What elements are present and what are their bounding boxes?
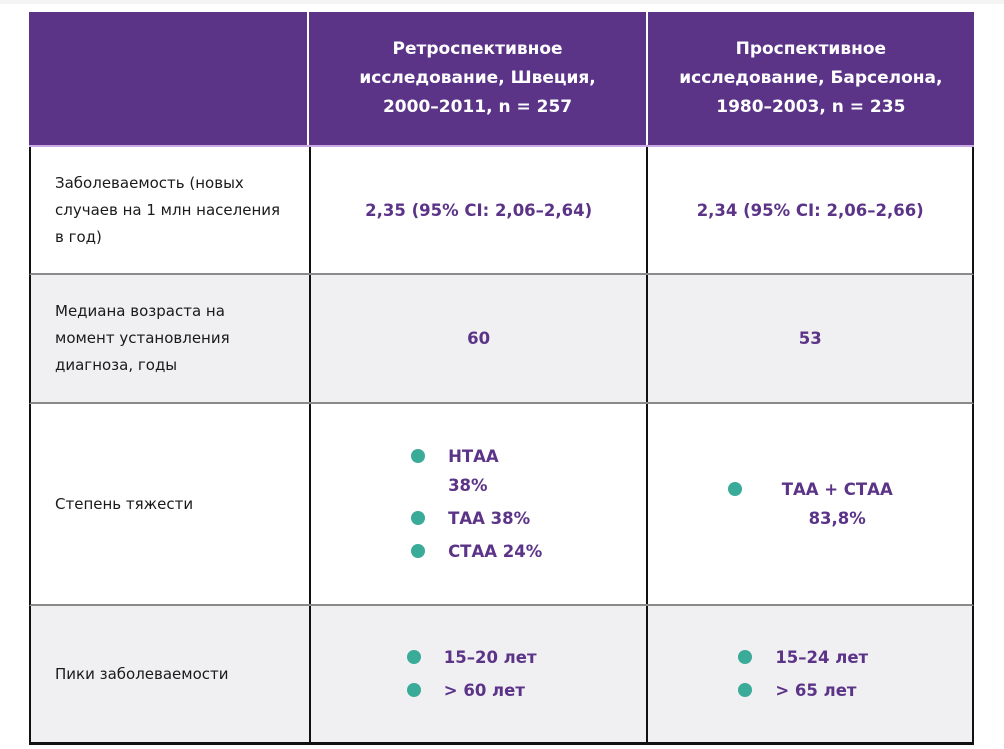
item-text: ТАА 38% xyxy=(448,509,531,528)
list-item xyxy=(738,643,868,672)
list-item xyxy=(407,643,537,672)
bullet-dot-icon xyxy=(738,683,752,697)
median-age-sweden: 60 xyxy=(467,329,491,348)
item-text: 38% xyxy=(448,476,488,495)
header-line: 1980–2003, n = 235 xyxy=(716,97,906,117)
list-item xyxy=(407,676,537,705)
header-empty-cell xyxy=(29,12,307,145)
list-item xyxy=(728,475,893,533)
peaks-list-sweden xyxy=(407,639,537,709)
item-text: 15–20 лет xyxy=(443,648,537,667)
header-retrospective-sweden xyxy=(307,12,645,145)
label-line: диагноза, годы xyxy=(55,356,178,374)
severity-list-barcelona xyxy=(728,471,893,537)
item-text: СТАА 24% xyxy=(448,542,543,561)
cell-sweden xyxy=(309,404,647,604)
table-row-median-age xyxy=(29,275,974,404)
header-line: Ретроспективное xyxy=(392,39,563,59)
table-header xyxy=(29,12,974,147)
label-line: Заболеваемость (новых xyxy=(55,173,244,192)
item-text: > 60 лет xyxy=(443,681,525,700)
table-row-incidence-peaks xyxy=(29,606,974,745)
cell-barcelona xyxy=(646,147,972,273)
peaks-list-barcelona xyxy=(738,639,868,709)
cell-barcelona xyxy=(646,404,972,604)
cell-barcelona xyxy=(646,275,972,402)
row-label xyxy=(31,275,309,402)
severity-list-sweden xyxy=(411,438,542,570)
header-line: исследование, Швеция, xyxy=(359,68,596,88)
item-text: ТАА + СТАА xyxy=(781,480,893,499)
top-strip xyxy=(0,0,1004,4)
label-line: момент установления xyxy=(55,329,230,347)
list-item xyxy=(738,676,868,705)
header-prospective-barcelona xyxy=(646,12,974,145)
median-age-barcelona: 53 xyxy=(798,329,822,348)
row-label: Степень тяжести xyxy=(55,494,194,513)
table-row-incidence xyxy=(29,147,974,275)
cell-sweden xyxy=(309,275,647,402)
row-label xyxy=(31,147,309,273)
item-text: 15–24 лет xyxy=(775,648,869,667)
incidence-value-barcelona: 2,34 (95% CI: 2,06–2,66) xyxy=(696,200,924,220)
label-line: Медиана возраста на xyxy=(55,302,225,320)
table-row-severity xyxy=(29,404,974,606)
header-line: исследование, Барселона, xyxy=(679,68,943,88)
cell-sweden xyxy=(309,606,647,742)
item-text: 83,8% xyxy=(808,509,866,528)
item-text: > 65 лет xyxy=(775,681,857,700)
list-item xyxy=(411,537,542,566)
item-text: НТАА xyxy=(448,447,499,466)
header-line: Проспективное xyxy=(735,39,887,59)
comparison-table xyxy=(29,12,974,745)
bullet-dot-icon xyxy=(728,482,742,496)
bullet-dot-icon xyxy=(407,683,421,697)
cell-sweden xyxy=(309,147,647,273)
cell-barcelona xyxy=(646,606,972,742)
label-line: в год) xyxy=(55,227,102,246)
bullet-dot-icon xyxy=(738,650,752,664)
incidence-value-sweden: 2,35 (95% CI: 2,06–2,64) xyxy=(365,200,593,220)
header-line: 2000–2011, n = 257 xyxy=(382,97,573,117)
label-line: случаев на 1 млн населения xyxy=(55,200,281,219)
list-item xyxy=(411,442,542,500)
bullet-dot-icon xyxy=(411,511,425,525)
list-item xyxy=(411,504,542,533)
bullet-dot-icon xyxy=(411,544,425,558)
bullet-dot-icon xyxy=(411,449,425,463)
row-label: Пики заболеваемости xyxy=(55,664,229,683)
bullet-dot-icon xyxy=(407,650,421,664)
